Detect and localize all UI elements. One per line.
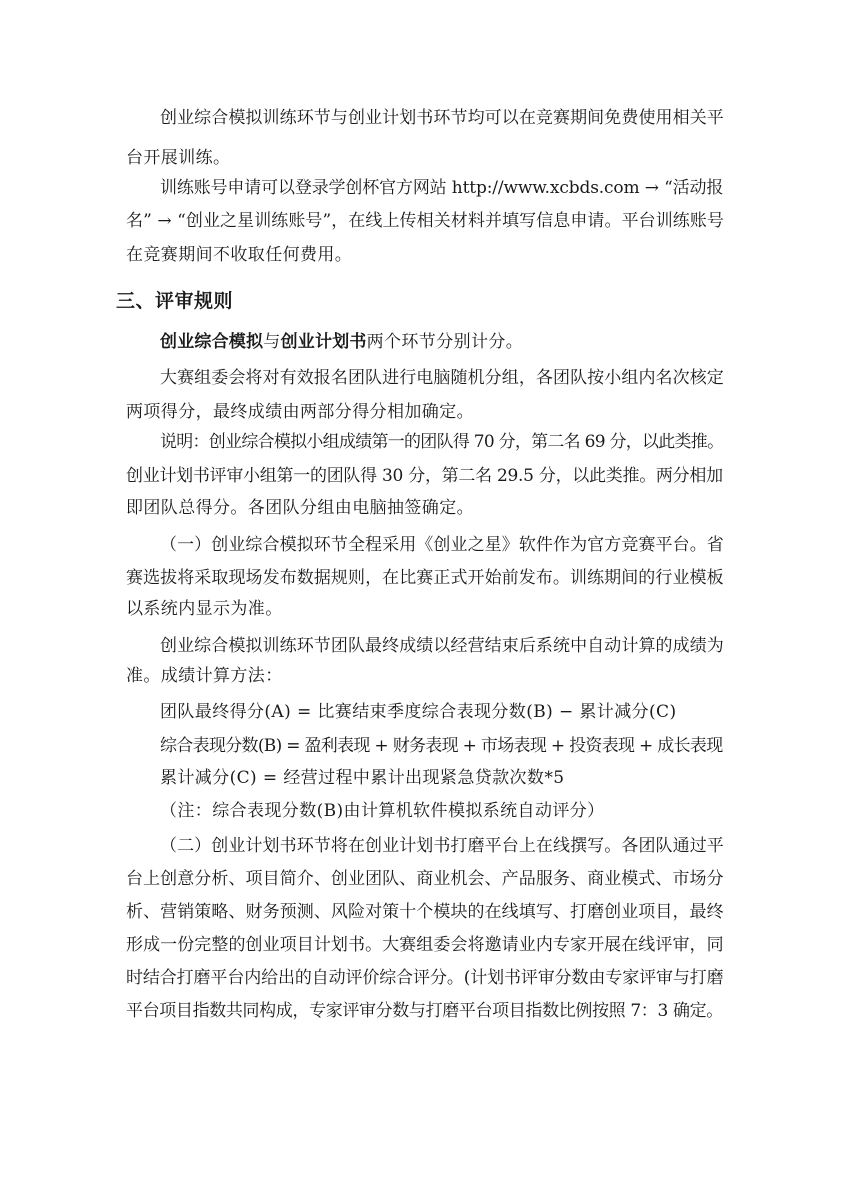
paragraph-line: 说明：创业综合模拟小组成绩第一的团队得 70 分，第二名 69 分，以此类推。 (160, 432, 724, 452)
paragraph-line: 台开展训练。 (126, 148, 231, 168)
paragraph-line: 创业计划书评审小组第一的团队得 30 分，第二名 29.5 分，以此类推。两分相加 (126, 466, 723, 486)
formula-line: 综合表现分数(B) = 盈利表现 + 财务表现 + 市场表现 + 投资表现 + 成长表现 (160, 736, 723, 756)
paragraph-line: 两项得分，最终成绩由两部分得分相加确定。 (126, 402, 474, 422)
note-line: （注：综合表现分数(B)由计算机软件模拟系统自动评分） (160, 801, 605, 821)
paragraph-line: 赛选拔将采取现场发布数据规则，在比赛正式开始前发布。训练期间的行业模板 (126, 568, 724, 588)
paragraph-line: 析、营销策略、财务预测、风险对策十个模块的在线填写、打磨创业项目，最终 (126, 902, 724, 922)
paragraph-line: 即团队总得分。各团队分组由电脑抽签确定。 (126, 498, 474, 518)
paragraph-line: 大赛组委会将对有效报名团队进行电脑随机分组，各团队按小组内名次核定 (160, 368, 724, 388)
formula-line: 累计减分(C) = 经营过程中累计出现紧急贷款次数*5 (160, 768, 565, 788)
paragraph-line: 时结合打磨平台内给出的自动评价综合评分。(计划书评审分数由专家评审与打磨 (126, 968, 724, 988)
section-heading: 三、评审规则 (116, 290, 234, 312)
paragraph-line: 准。成绩计算方法： (126, 666, 283, 686)
paragraph-line: 名” → “创业之星训练账号”，在线上传相关材料并填写信息申请。平台训练账号 (126, 211, 724, 231)
paragraph-line: （二）创业计划书环节将在创业计划书打磨平台上在线撰写。各团队通过平 (160, 836, 724, 856)
paragraph-line: 平台项目指数共同构成，专家评审分数与打磨平台项目指数比例按照 7：3 确定。 (126, 1001, 723, 1021)
formula-line: 团队最终得分(A) = 比赛结束季度综合表现分数(B) − 累计减分(C) (160, 702, 677, 722)
paragraph-line: 在竞赛期间不收取任何费用。 (126, 245, 353, 265)
paragraph-line: 创业综合模拟训练环节与创业计划书环节均可以在竞赛期间免费使用相关平 (160, 108, 724, 128)
paragraph-line: 形成一份完整的创业项目计划书。大赛组委会将邀请业内专家开展在线评审，同 (126, 935, 724, 955)
scoring-intro (160, 332, 523, 352)
scoring-intro-emphasis: 创业计划书 (280, 332, 367, 352)
paragraph-line: 训练账号申请可以登录学创杯官方网站 http://www.xcbds.com → “活动报 (160, 178, 724, 198)
paragraph-line: 台上创意分析、项目简介、创业团队、商业机会、产品服务、商业模式、市场分 (126, 869, 724, 889)
paragraph-line: 以系统内显示为准。 (126, 599, 283, 619)
paragraph-line: 创业综合模拟训练环节团队最终成绩以经营结束后系统中自动计算的成绩为 (160, 636, 724, 656)
paragraph-line: （一）创业综合模拟环节全程采用《创业之星》软件作为官方竞赛平台。省 (160, 535, 724, 555)
scoring-intro-text: 两个环节分别计分。 (366, 332, 524, 352)
scoring-intro-emphasis: 创业综合模拟 (160, 332, 264, 352)
scoring-intro-text: 与 (263, 332, 281, 352)
